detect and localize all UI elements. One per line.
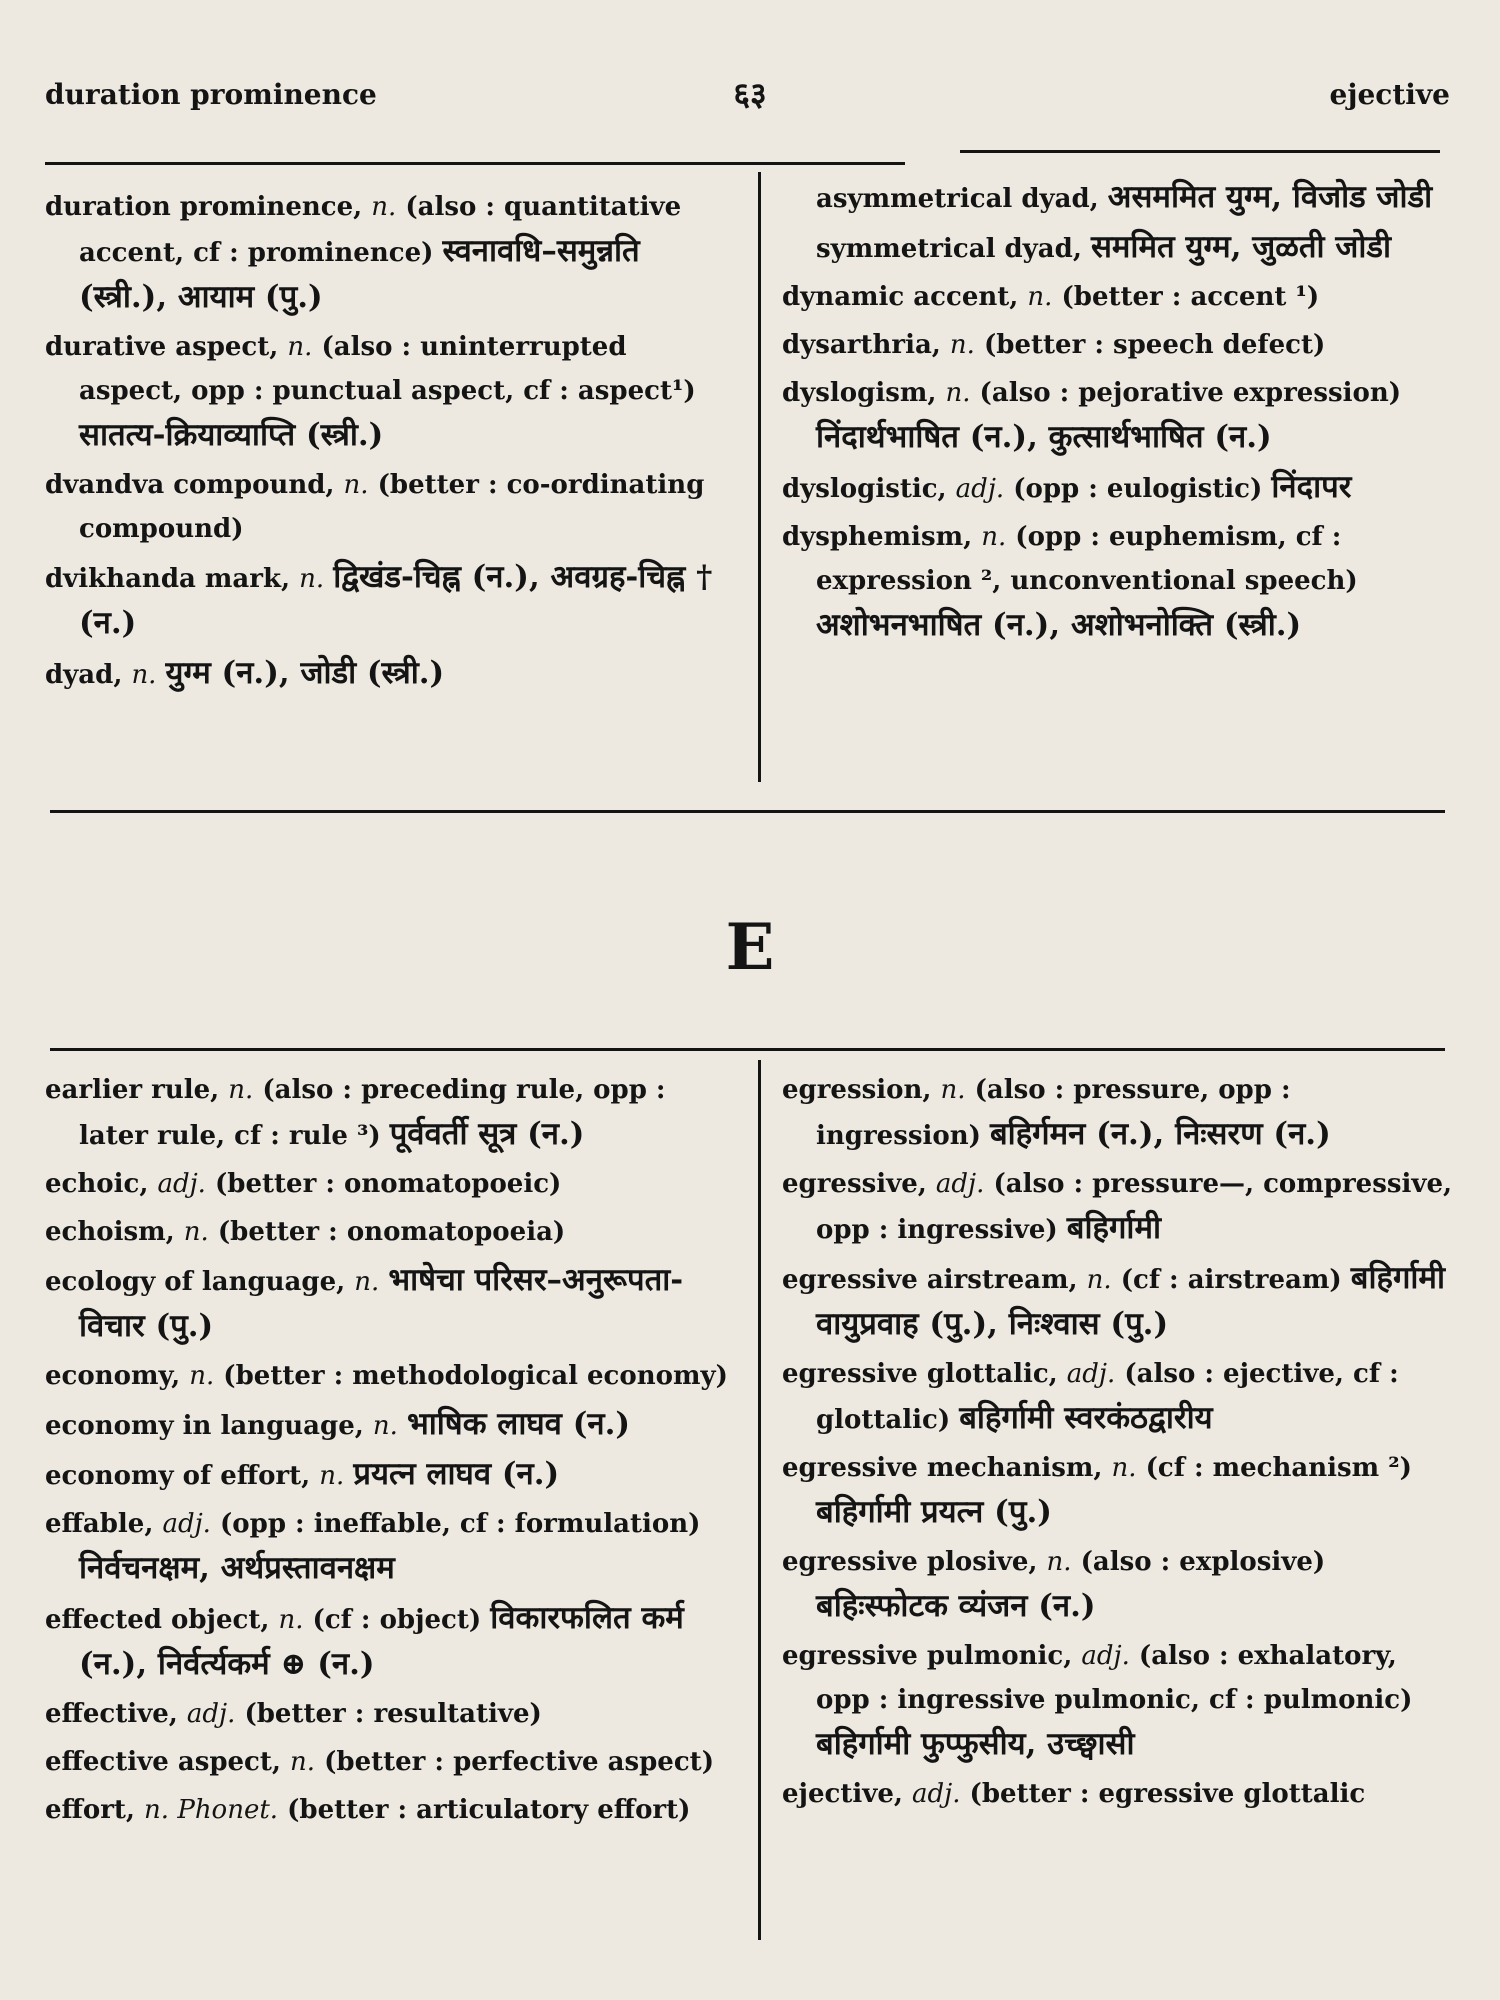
entry-headword: durative aspect, xyxy=(45,332,279,362)
entry-pos: adj. xyxy=(162,1509,211,1539)
entry-headword: echoism, xyxy=(45,1217,175,1247)
dictionary-entry xyxy=(45,1210,735,1254)
entry-headword: economy, xyxy=(45,1361,181,1391)
entry-definition: (cf : mechanism ²) xyxy=(1145,1453,1412,1483)
entry-translation: सममित युग्म, जुळती जोडी xyxy=(1090,229,1391,265)
dictionary-entry xyxy=(782,275,1457,319)
entry-definition: (better : articulatory effort) xyxy=(287,1795,691,1825)
entry-pos: n. xyxy=(290,1747,316,1777)
entry-definition: (also : pressure—, compressive, opp : ingressive) xyxy=(816,1169,1453,1245)
dictionary-entry xyxy=(45,1162,735,1206)
entry-pos: adj. xyxy=(186,1699,236,1729)
entry-pos: n. xyxy=(949,330,975,360)
column-divider-bottom xyxy=(758,1060,761,1940)
entry-translation: पूर्ववर्ती सूत्र (न.) xyxy=(389,1116,585,1152)
entry-headword: dvandva compound, xyxy=(45,470,335,500)
entry-headword: dysphemism, xyxy=(782,522,973,552)
entry-headword: symmetrical dyad, xyxy=(816,234,1082,264)
column-bottom-right xyxy=(782,1068,1457,1820)
column-bottom-left xyxy=(45,1068,735,1836)
dictionary-entry xyxy=(45,1596,735,1688)
entry-pos: n. xyxy=(1111,1453,1137,1483)
section-rule-bottom xyxy=(50,1048,1445,1051)
entry-pos: n. xyxy=(1046,1547,1072,1577)
entry-translation: द्विखंड-चिह्न (न.), अवग्रह-चिह्न † (न.) xyxy=(79,559,713,641)
entry-headword: egressive mechanism, xyxy=(782,1453,1103,1483)
entry-headword: dyslogistic, xyxy=(782,474,947,504)
entry-pos: adj. xyxy=(1081,1641,1130,1671)
column-top-left xyxy=(45,185,735,701)
entry-translation: बहिर्गामी प्रयत्न (पु.) xyxy=(816,1494,1052,1530)
entry-headword: effort, xyxy=(45,1795,135,1825)
entry-definition: (opp : eulogistic) xyxy=(1013,474,1263,504)
entry-pos: n. xyxy=(354,1267,380,1297)
entry-translation: बहिर्गामी xyxy=(1066,1210,1162,1246)
entry-headword: egressive, xyxy=(782,1169,927,1199)
dictionary-entry xyxy=(782,1256,1457,1348)
entry-definition: (also : pressure, opp : ingression) xyxy=(816,1075,1291,1151)
dictionary-entry xyxy=(782,1446,1457,1536)
dictionary-entry xyxy=(45,651,735,697)
entry-headword: egressive airstream, xyxy=(782,1265,1078,1295)
dictionary-entry xyxy=(45,1402,735,1448)
dictionary-entry xyxy=(45,325,735,459)
entry-pos: n. xyxy=(940,1075,966,1105)
entry-pos: adj. xyxy=(955,474,1005,504)
dictionary-entry xyxy=(782,1772,1457,1816)
entry-translation: अशोभनभाषित (न.), अशोभनोक्ति (स्त्री.) xyxy=(816,607,1302,643)
entry-pos: n. xyxy=(278,1605,304,1635)
entry-definition: (also : ejective, cf : glottalic) xyxy=(816,1359,1399,1435)
entry-definition: (also : preceding rule, opp : later rule, cf : rule ³) xyxy=(79,1075,666,1151)
entry-translation: बहिर्गामी वायुप्रवाह (पु.), निःश्वास (पु.) xyxy=(816,1260,1445,1342)
entry-headword: egressive plosive, xyxy=(782,1547,1038,1577)
entry-translation: बहिर्गमन (न.), निःसरण (न.) xyxy=(989,1116,1331,1152)
entry-translation: प्रयत्न लाघव (न.) xyxy=(353,1456,560,1492)
entry-pos: n. xyxy=(228,1075,254,1105)
entry-pos: n. xyxy=(183,1217,209,1247)
entry-pos: n. xyxy=(319,1461,345,1491)
entry-pos: n. xyxy=(299,564,325,594)
dictionary-entry xyxy=(45,1502,735,1592)
entry-definition: (better : speech defect) xyxy=(984,330,1326,360)
entry-headword: echoic, xyxy=(45,1169,149,1199)
header-rule-right xyxy=(960,150,1440,153)
entry-translation: बहिर्गामी फुप्फुसीय, उच्छ्वासी xyxy=(816,1726,1135,1762)
dictionary-entry xyxy=(45,1068,735,1158)
entry-pos: n. xyxy=(287,332,313,362)
entry-headword: duration prominence, xyxy=(45,192,363,222)
dictionary-entry xyxy=(782,225,1457,271)
entry-definition: (opp : euphemism, cf : expression ², unconventional speech) xyxy=(816,522,1358,596)
entry-definition: (better : accent ¹) xyxy=(1061,282,1320,312)
entry-pos: n. xyxy=(372,1411,398,1441)
entry-definition: (also : exhalatory, opp : ingressive pulmonic, cf : pulmonic) xyxy=(816,1641,1413,1715)
section-rule-top xyxy=(50,810,1445,813)
entry-pos: adj. xyxy=(157,1169,206,1199)
dictionary-entry xyxy=(782,1162,1457,1252)
running-head-left: duration prominence xyxy=(45,78,377,111)
entry-headword: dyad, xyxy=(45,660,123,690)
entry-definition: (better : resultative) xyxy=(244,1699,542,1729)
entry-headword: economy in language, xyxy=(45,1411,364,1441)
entry-definition: (cf : object) xyxy=(312,1605,482,1635)
entry-pos: n. xyxy=(945,378,971,408)
entry-definition: (better : co-ordinating compound) xyxy=(79,470,705,544)
page-number: ६३ xyxy=(733,75,767,113)
dictionary-entry xyxy=(45,1692,735,1736)
dictionary-entry xyxy=(782,323,1457,367)
entry-definition: (opp : ineffable, cf : formulation) xyxy=(220,1509,701,1539)
entry-translation: स्वनावधि–समुन्नति (स्त्री.), आयाम (पु.) xyxy=(79,233,640,315)
entry-definition: (also : pejorative expression) xyxy=(979,378,1402,408)
entry-definition: (better : perfective aspect) xyxy=(324,1747,714,1777)
entry-translation: भाषिक लाघव (न.) xyxy=(406,1406,631,1442)
dictionary-entry xyxy=(782,1540,1457,1630)
dictionary-entry xyxy=(45,1258,735,1350)
dictionary-entry xyxy=(45,555,735,647)
dictionary-entry xyxy=(45,1788,735,1832)
entry-headword: egressive pulmonic, xyxy=(782,1641,1073,1671)
dictionary-entry xyxy=(782,175,1457,221)
entry-translation: निंदापर xyxy=(1271,469,1352,505)
entry-headword: dyslogism, xyxy=(782,378,937,408)
entry-pos: n. xyxy=(343,470,369,500)
entry-headword: ecology of language, xyxy=(45,1267,346,1297)
dictionary-entry xyxy=(782,1634,1457,1768)
entry-pos: n. xyxy=(189,1361,215,1391)
dictionary-entry xyxy=(45,1452,735,1498)
entry-headword: effable, xyxy=(45,1509,154,1539)
dictionary-entry xyxy=(782,1068,1457,1158)
entry-translation: भाषेचा परिसर–अनुरूपता-विचार (पु.) xyxy=(79,1262,684,1344)
entry-pos: adj. xyxy=(935,1169,985,1199)
dictionary-entry xyxy=(45,463,735,551)
entry-pos: n. xyxy=(1086,1265,1112,1295)
dictionary-entry xyxy=(782,465,1457,511)
entry-definition: (cf : airstream) xyxy=(1120,1265,1342,1295)
entry-definition: (better : onomatopoeia) xyxy=(217,1217,566,1247)
entry-definition: (also : explosive) xyxy=(1080,1547,1326,1577)
entry-headword: dysarthria, xyxy=(782,330,941,360)
entry-translation: युग्म (न.), जोडी (स्त्री.) xyxy=(165,655,445,691)
entry-pos: n. Phonet. xyxy=(144,1795,279,1825)
dictionary-entry xyxy=(45,185,735,321)
entry-pos: n. xyxy=(131,660,157,690)
header-rule-left xyxy=(45,162,905,165)
column-top-right xyxy=(782,175,1457,653)
entry-translation: सातत्य-क्रियाव्याप्ति (स्त्री.) xyxy=(79,417,384,453)
entry-translation: बहिःस्फोटक व्यंजन (न.) xyxy=(816,1588,1096,1624)
dictionary-entry xyxy=(782,1352,1457,1442)
dictionary-entry xyxy=(45,1740,735,1784)
entry-headword: dynamic accent, xyxy=(782,282,1019,312)
section-letter: E xyxy=(725,910,775,985)
entry-pos: adj. xyxy=(911,1779,961,1809)
entry-pos: n. xyxy=(371,192,397,222)
entry-translation: विकारफलित कर्म (न.), निर्वर्त्यकर्म ⊕ (न.) xyxy=(79,1600,684,1682)
running-head-right: ejective xyxy=(1329,78,1450,111)
entry-pos: adj. xyxy=(1066,1359,1116,1389)
entry-headword: asymmetrical dyad, xyxy=(816,184,1099,214)
entry-headword: effective, xyxy=(45,1699,178,1729)
entry-definition: (also : quantitative accent, cf : prominence) xyxy=(79,192,682,268)
entry-definition: (better : egressive glottalic xyxy=(969,1779,1366,1809)
entry-headword: dvikhanda mark, xyxy=(45,564,291,594)
entry-headword: egressive glottalic, xyxy=(782,1359,1058,1389)
entry-pos: n. xyxy=(981,522,1007,552)
dictionary-entry xyxy=(782,515,1457,649)
entry-headword: effective aspect, xyxy=(45,1747,281,1777)
entry-headword: ejective, xyxy=(782,1779,903,1809)
entry-pos: n. xyxy=(1027,282,1053,312)
entry-translation: बहिर्गामी स्वरकंठद्वारीय xyxy=(959,1400,1213,1436)
dictionary-entry xyxy=(45,1354,735,1398)
entry-translation: निर्वचनक्षम, अर्थप्रस्तावनक्षम xyxy=(79,1550,395,1586)
entry-headword: earlier rule, xyxy=(45,1075,220,1105)
entry-translation: निंदार्थभाषित (न.), कुत्सार्थभाषित (न.) xyxy=(816,419,1272,455)
entry-headword: effected object, xyxy=(45,1605,270,1635)
entry-headword: egression, xyxy=(782,1075,932,1105)
entry-definition: (better : onomatopoeic) xyxy=(215,1169,562,1199)
dictionary-entry xyxy=(782,371,1457,461)
column-divider-top xyxy=(758,172,761,782)
entry-translation: असममित युग्म, विजोड जोडी xyxy=(1107,179,1433,215)
entry-headword: economy of effort, xyxy=(45,1461,311,1491)
entry-definition: (better : methodological economy) xyxy=(223,1361,728,1391)
entry-definition: (also : uninterrupted aspect, opp : punctual aspect, cf : aspect¹) xyxy=(79,332,696,406)
